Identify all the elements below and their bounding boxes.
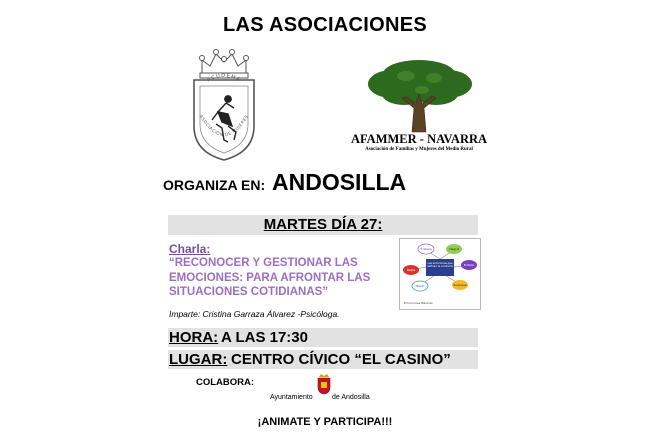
acudema-logo [188, 44, 260, 162]
acudema-top-text: ACUDEMA [206, 72, 242, 84]
afammer-name: AFAMMER - NAVARRA [350, 132, 488, 146]
ayuntamiento-crest-icon [316, 373, 332, 395]
talk-title: “RECONOCER Y GESTIONAR LAS EMOCIONES: PARA AFRONTAR LAS SITUACIONES COTIDIANAS” [169, 257, 371, 298]
bubble-6: Sorpresa [453, 283, 467, 287]
diagram-caption: Emociones Básicas [404, 301, 433, 305]
bubble-2: Alegría [448, 247, 460, 251]
organiza-label: ORGANIZA EN: [163, 177, 266, 193]
emotions-diagram [399, 238, 481, 310]
talk-label: Charla: [169, 242, 211, 256]
bubble-3: Rabia [406, 268, 416, 272]
bubble-4: Enfado [463, 263, 475, 267]
call-to-action: ¡ANIMATE Y PARTICIPA!!! [257, 416, 393, 428]
time-value: A LAS 17:30 [221, 329, 308, 346]
afammer-subtitle: Asociación de Familias y Mujeres del Medio Rural [365, 147, 473, 152]
town-name: ANDOSILLA [272, 169, 407, 195]
place-label: LUGAR: [169, 351, 228, 368]
andosilla-label: de Andosilla [332, 394, 370, 401]
bubble-5: Miedo [415, 284, 425, 288]
time-label: HORA: [169, 329, 219, 346]
diagram-center-text: Las emociones que definen la conducta [427, 262, 453, 268]
ayuntamiento-label: Ayuntamiento [270, 394, 313, 401]
collab-label: COLABORA: [196, 377, 255, 388]
event-date: MARTES DÍA 27: [263, 216, 383, 233]
acudema-bottom-text: ASOCIACIÓN DE MUJERES [198, 113, 250, 138]
place-value: CENTRO CÍVICO “EL CASINO” [231, 351, 451, 368]
bubble-1: Tristeza [420, 247, 432, 251]
page-title: LAS ASOCIACIONES [222, 14, 428, 36]
speaker: Imparte: Cristina Garraza Álvarez -Psicóloga. [169, 309, 340, 319]
